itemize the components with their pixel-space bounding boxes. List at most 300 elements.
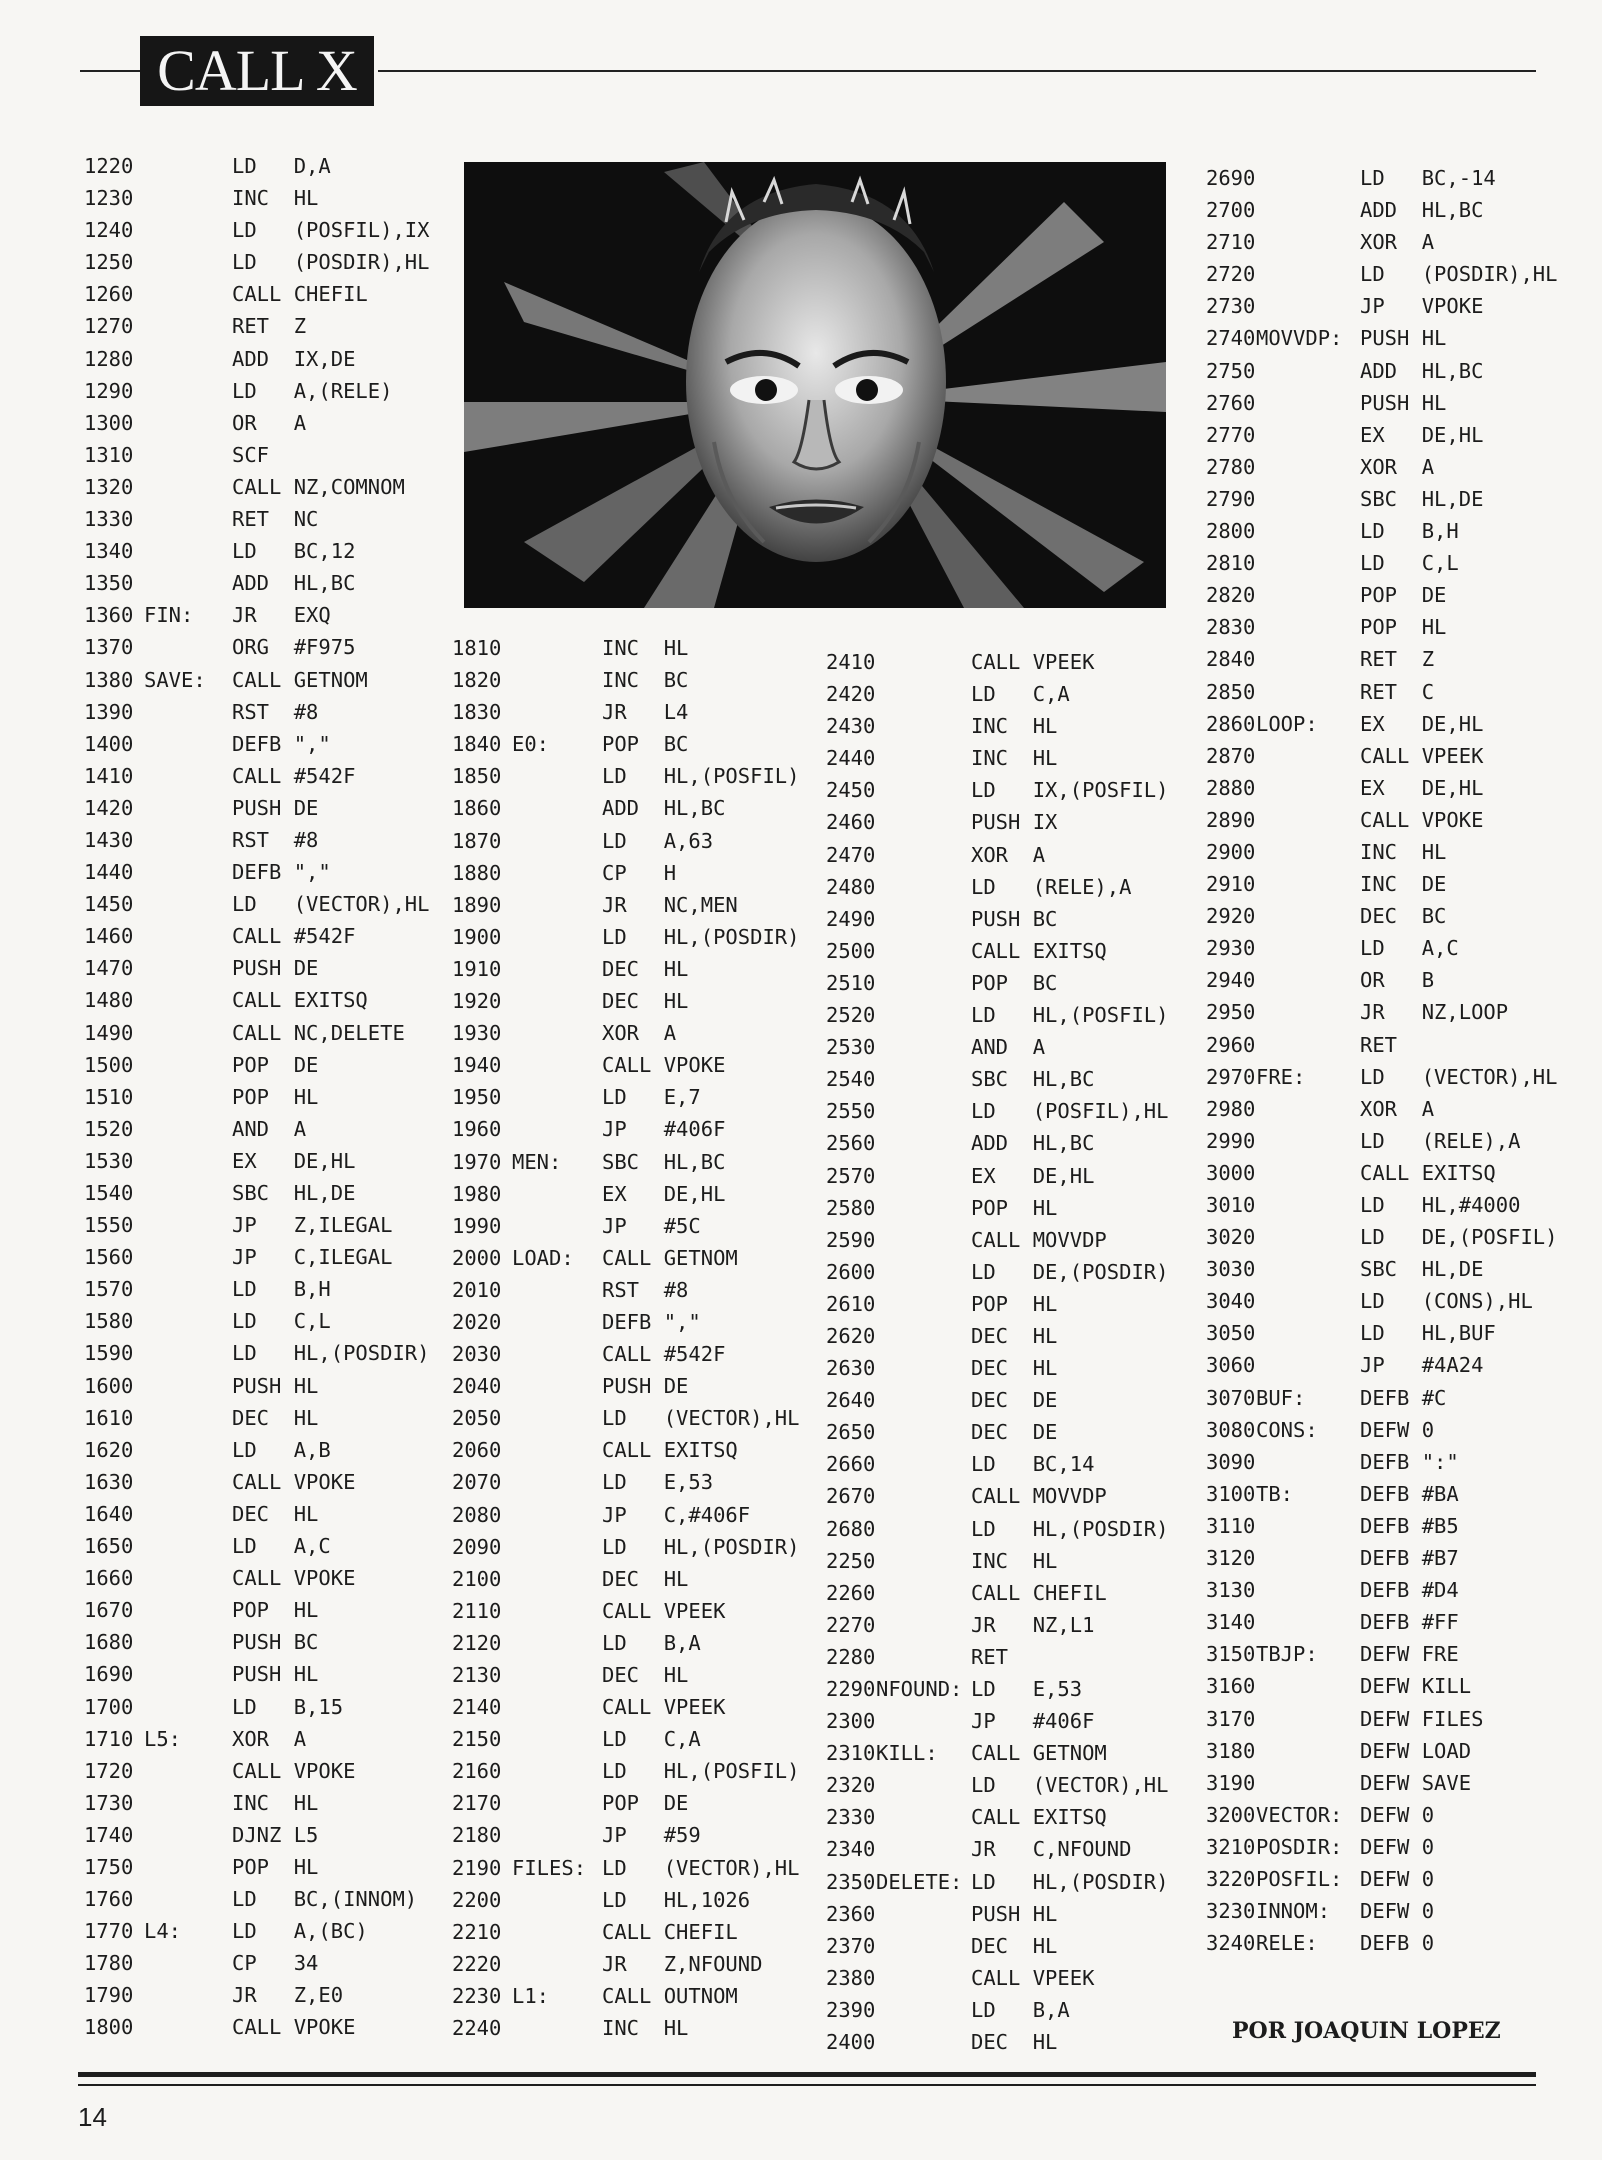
line-number: 1340: [84, 539, 134, 564]
footer-rule-thin: [78, 2084, 1536, 2086]
line-label: [876, 1769, 971, 1801]
line-number: 3230: [1206, 1899, 1256, 1924]
line-number: 2740: [1206, 326, 1256, 351]
code-line: [1206, 194, 1557, 226]
instruction: LD (RELE),A: [971, 874, 1132, 899]
line-number: 1850: [452, 764, 502, 789]
line-label: [512, 632, 602, 664]
line-label: [1256, 1446, 1360, 1478]
code-line: [452, 1049, 799, 1081]
instruction: INC HL: [971, 714, 1058, 739]
code-line: [826, 646, 1168, 678]
instruction: LD (POSDIR),HL: [1360, 262, 1558, 287]
line-label: [512, 696, 602, 728]
line-number: 2390: [826, 1997, 876, 2022]
line-label: [1256, 932, 1360, 964]
code-line: [1206, 996, 1557, 1028]
instruction: INC HL: [1360, 839, 1447, 864]
code-line: [1206, 1863, 1557, 1895]
line-number: 1300: [84, 410, 134, 435]
code-line: [84, 343, 429, 375]
line-number: 2760: [1206, 390, 1256, 415]
code-line: [826, 903, 1168, 935]
code-line: [84, 2011, 429, 2043]
line-number: 1550: [84, 1213, 134, 1238]
line-number: 1960: [452, 1117, 502, 1142]
line-number: 1600: [84, 1373, 134, 1398]
code-line: [826, 1320, 1168, 1352]
instruction: DEFW 0: [1360, 1802, 1435, 1827]
instruction: ADD HL,BC: [971, 1131, 1095, 1156]
code-line: [452, 1755, 799, 1787]
instruction: CALL CHEFIL: [602, 1919, 738, 1944]
code-line: [1206, 483, 1557, 515]
line-number: 2260: [826, 1580, 876, 1605]
line-label: [1256, 547, 1360, 579]
instruction: LD C,A: [971, 682, 1070, 707]
code-line: [84, 888, 429, 920]
line-number: 2640: [826, 1388, 876, 1413]
line-label: VECTOR:: [1256, 1802, 1343, 1827]
instruction: OR A: [232, 410, 307, 435]
code-line: [84, 246, 429, 278]
instruction: EX DE,HL: [232, 1148, 356, 1173]
instruction: CP H: [602, 860, 677, 885]
line-label: [144, 1081, 232, 1113]
code-line: [84, 1337, 429, 1369]
line-number: 1860: [452, 796, 502, 821]
line-label: [512, 1338, 602, 1370]
line-label: [512, 1274, 602, 1306]
line-number: 2360: [826, 1901, 876, 1926]
code-line: [452, 1659, 799, 1691]
line-number: 1290: [84, 378, 134, 403]
line-number: 1420: [84, 795, 134, 820]
line-label: [144, 1594, 232, 1626]
line-label: [512, 1627, 602, 1659]
line-label: INNOM:: [1256, 1899, 1331, 1924]
line-number: 2200: [452, 1887, 502, 1912]
code-line: [452, 1787, 799, 1819]
code-line: [1206, 1606, 1557, 1638]
line-number: 1830: [452, 700, 502, 725]
line-number: 1440: [84, 860, 134, 885]
code-line: [1206, 740, 1557, 772]
instruction: LD HL,(POSDIR): [602, 924, 800, 949]
instruction: LD (POSDIR),HL: [232, 250, 430, 275]
code-line: [84, 1305, 429, 1337]
line-label: [144, 792, 232, 824]
code-line: [826, 1866, 1168, 1898]
line-label: [876, 1448, 971, 1480]
code-line: [84, 1402, 429, 1434]
code-line: [452, 696, 799, 728]
line-number: 1460: [84, 924, 134, 949]
code-line: [84, 1498, 429, 1530]
line-number: 2440: [826, 746, 876, 771]
line-number: 1710: [84, 1726, 134, 1751]
line-label: [144, 1658, 232, 1690]
line-label: [876, 935, 971, 967]
line-label: CONS:: [1256, 1417, 1318, 1442]
line-number: 1890: [452, 892, 502, 917]
code-line: [826, 1673, 1168, 1705]
line-number: 2930: [1206, 936, 1256, 961]
code-line: [452, 1402, 799, 1434]
instruction: AND A: [232, 1116, 307, 1141]
line-number: 2370: [826, 1933, 876, 1958]
instruction: DEC HL: [602, 1663, 689, 1687]
instruction: RET NC: [232, 507, 319, 532]
line-number: 1810: [452, 636, 502, 660]
instruction: ADD IX,DE: [232, 346, 356, 371]
code-line: [84, 1241, 429, 1273]
code-line: [1206, 226, 1557, 258]
line-number: 2560: [826, 1131, 876, 1156]
line-label: [144, 182, 232, 214]
instruction: JP #406F: [602, 1117, 726, 1142]
line-label: [876, 1577, 971, 1609]
line-label: [144, 567, 232, 599]
code-line: [826, 1801, 1168, 1833]
instruction: SBC HL,DE: [1360, 486, 1484, 511]
instruction: PUSH DE: [232, 795, 319, 820]
code-line: [826, 1962, 1168, 1994]
line-label: [144, 1370, 232, 1402]
line-label: [876, 1192, 971, 1224]
instruction: LD B,15: [232, 1694, 344, 1719]
line-number: 3020: [1206, 1225, 1256, 1250]
code-line: [826, 871, 1168, 903]
code-line: [826, 1448, 1168, 1480]
line-label: [1256, 611, 1360, 643]
code-line: [84, 375, 429, 407]
instruction: DEFB ",": [602, 1309, 701, 1334]
line-label: [512, 985, 602, 1017]
line-number: 3190: [1206, 1770, 1256, 1795]
line-number: 1800: [84, 2015, 134, 2040]
code-line: [84, 1787, 429, 1819]
line-number: 1920: [452, 989, 502, 1014]
line-number: 1430: [84, 827, 134, 852]
code-line: [452, 889, 799, 921]
line-label: [1256, 1189, 1360, 1221]
line-label: FRE:: [1256, 1064, 1306, 1089]
code-line: [826, 1352, 1168, 1384]
line-number: 3150: [1206, 1642, 1256, 1667]
line-label: [1256, 387, 1360, 419]
line-number: 2430: [826, 714, 876, 739]
code-line: [1206, 1446, 1557, 1478]
line-label: [1256, 419, 1360, 451]
code-line: [84, 1979, 429, 2011]
code-line: [84, 310, 429, 342]
line-label: [1256, 740, 1360, 772]
line-number: 2710: [1206, 230, 1256, 255]
instruction: CALL VPEEK: [602, 1598, 726, 1623]
line-label: [144, 1979, 232, 2011]
line-label: [1256, 194, 1360, 226]
line-label: RELE:: [1256, 1931, 1318, 1956]
code-line: [826, 1833, 1168, 1865]
line-label: [512, 792, 602, 824]
line-number: 1790: [84, 1983, 134, 2008]
code-line: [452, 1242, 799, 1274]
line-label: [512, 1370, 602, 1402]
code-line: [1206, 804, 1557, 836]
line-label: KILL:: [876, 1741, 938, 1766]
code-line: [826, 1480, 1168, 1512]
line-number: 1950: [452, 1085, 502, 1110]
instruction: DEFB ",": [232, 731, 331, 756]
line-number: 1360: [84, 603, 134, 628]
line-number: 2520: [826, 1003, 876, 1028]
instruction: JP C,#406F: [602, 1502, 751, 1527]
code-line: [1206, 676, 1557, 708]
line-number: 1560: [84, 1245, 134, 1270]
code-line: [826, 935, 1168, 967]
line-number: 2170: [452, 1791, 502, 1816]
line-label: [144, 888, 232, 920]
line-label: [876, 1545, 971, 1577]
code-line: [452, 1210, 799, 1242]
line-number: 2110: [452, 1598, 502, 1623]
line-label: POSDIR:: [1256, 1834, 1343, 1859]
code-line: [1206, 1414, 1557, 1446]
instruction: DEC HL: [602, 989, 689, 1014]
line-number: 2880: [1206, 775, 1256, 800]
line-label: [876, 1224, 971, 1256]
instruction: DEFB #B5: [1360, 1513, 1459, 1538]
line-number: 2990: [1206, 1128, 1256, 1153]
code-line: [1206, 162, 1557, 194]
line-label: [876, 806, 971, 838]
instruction: LD (CONS),HL: [1360, 1289, 1533, 1314]
line-number: 1570: [84, 1277, 134, 1302]
line-number: 1740: [84, 1822, 134, 1847]
line-number: 1260: [84, 282, 134, 307]
instruction: JR NZ,LOOP: [1360, 1000, 1509, 1025]
line-label: [1256, 772, 1360, 804]
code-line: [826, 1416, 1168, 1448]
line-number: 1390: [84, 699, 134, 724]
line-number: 3160: [1206, 1674, 1256, 1699]
line-number: 1980: [452, 1181, 502, 1206]
instruction: XOR A: [1360, 454, 1435, 479]
line-number: 2340: [826, 1837, 876, 1862]
code-line: [84, 439, 429, 471]
line-label: [144, 1273, 232, 1305]
section-title: CALL X: [140, 36, 374, 106]
code-line: [826, 839, 1168, 871]
line-label: [1256, 836, 1360, 868]
line-number: 2250: [826, 1548, 876, 1573]
instruction: POP HL: [971, 1195, 1058, 1220]
line-label: [512, 1017, 602, 1049]
line-label: [144, 1241, 232, 1273]
code-line: [84, 664, 429, 696]
code-line: [826, 1160, 1168, 1192]
instruction: PUSH DE: [602, 1374, 689, 1399]
code-line: [1206, 1382, 1557, 1414]
code-column-2: [452, 632, 799, 2044]
instruction: LD (VECTOR),HL: [602, 1406, 800, 1431]
line-label: [876, 903, 971, 935]
line-number: 2670: [826, 1484, 876, 1509]
line-label: [144, 1691, 232, 1723]
line-number: 1820: [452, 668, 502, 693]
line-label: [876, 2026, 971, 2058]
line-number: 1660: [84, 1566, 134, 1591]
code-line: [84, 1723, 429, 1755]
line-label: [512, 1434, 602, 1466]
instruction: LD A,(RELE): [232, 378, 393, 403]
line-number: 3030: [1206, 1257, 1256, 1282]
line-number: 2540: [826, 1067, 876, 1092]
line-label: L5:: [144, 1726, 182, 1751]
code-line: [1206, 1061, 1557, 1093]
instruction: INC HL: [232, 1790, 319, 1815]
line-label: [876, 1384, 971, 1416]
line-number: 3110: [1206, 1513, 1256, 1538]
code-line: [84, 1049, 429, 1081]
line-label: [144, 1466, 232, 1498]
instruction: LD (RELE),A: [1360, 1128, 1521, 1153]
line-number: 2210: [452, 1919, 502, 1944]
line-label: [876, 774, 971, 806]
line-number: 1610: [84, 1405, 134, 1430]
line-label: [1256, 996, 1360, 1028]
line-label: NFOUND:: [876, 1677, 963, 1701]
line-label: E0:: [512, 732, 550, 757]
line-label: [144, 1626, 232, 1658]
instruction: DEFB #FF: [1360, 1610, 1459, 1635]
instruction: CALL EXITSQ: [602, 1438, 738, 1463]
line-number: 1840: [452, 732, 502, 757]
line-label: [1256, 868, 1360, 900]
line-label: [144, 1017, 232, 1049]
line-label: [876, 1063, 971, 1095]
line-number: 2090: [452, 1534, 502, 1559]
line-label: [144, 1530, 232, 1562]
code-line: [84, 728, 429, 760]
code-line: [1206, 1221, 1557, 1253]
instruction: LD C,A: [602, 1727, 701, 1752]
line-label: [1256, 1029, 1360, 1061]
code-line: [452, 792, 799, 824]
code-line: [1206, 1703, 1557, 1735]
line-label: [876, 1705, 971, 1737]
line-number: 1330: [84, 507, 134, 532]
line-number: 1720: [84, 1758, 134, 1783]
code-line: [452, 1852, 799, 1884]
code-line: [826, 1063, 1168, 1095]
instruction: DEC HL: [971, 1356, 1058, 1381]
line-number: 2860: [1206, 711, 1256, 736]
line-label: [1256, 1542, 1360, 1574]
code-line: [84, 567, 429, 599]
instruction: POP HL: [232, 1598, 319, 1623]
line-number: 1750: [84, 1854, 134, 1879]
instruction: LD (VECTOR),HL: [971, 1773, 1169, 1798]
line-label: [512, 1466, 602, 1498]
line-label: [144, 1755, 232, 1787]
instruction: LD (VECTOR),HL: [1360, 1064, 1558, 1089]
instruction: XOR A: [1360, 230, 1435, 255]
line-label: [144, 1145, 232, 1177]
instruction: DJNZ L5: [232, 1822, 319, 1847]
code-line: [452, 985, 799, 1017]
instruction: LD (VECTOR),HL: [602, 1855, 800, 1880]
instruction: INC HL: [232, 186, 319, 211]
line-number: 2280: [826, 1644, 876, 1669]
code-line: [452, 953, 799, 985]
line-number: 2850: [1206, 679, 1256, 704]
instruction: PUSH BC: [232, 1630, 319, 1655]
line-label: [144, 246, 232, 278]
line-number: 2870: [1206, 743, 1256, 768]
line-number: 1780: [84, 1951, 134, 1976]
line-label: [144, 535, 232, 567]
code-line: [826, 1769, 1168, 1801]
instruction: ORG #F975: [232, 635, 356, 660]
line-number: 1490: [84, 1020, 134, 1045]
code-line: [452, 632, 799, 664]
code-line: [452, 921, 799, 953]
line-label: [512, 921, 602, 953]
instruction: PUSH HL: [232, 1662, 319, 1687]
code-line: [84, 1273, 429, 1305]
line-number: 3090: [1206, 1449, 1256, 1474]
line-label: [512, 760, 602, 792]
line-number: 3050: [1206, 1321, 1256, 1346]
line-number: 1580: [84, 1309, 134, 1334]
line-label: [1256, 964, 1360, 996]
instruction: DEFW FILES: [1360, 1706, 1484, 1731]
instruction: DEFW 0: [1360, 1834, 1435, 1859]
code-line: [826, 1384, 1168, 1416]
instruction: LD B,H: [232, 1277, 331, 1302]
line-label: [144, 2011, 232, 2043]
line-number: 3080: [1206, 1417, 1256, 1442]
instruction: LD A,C: [1360, 936, 1459, 961]
instruction: RST #8: [232, 699, 319, 724]
code-line: [84, 792, 429, 824]
instruction: DEC DE: [971, 1420, 1058, 1445]
code-line: [1206, 1767, 1557, 1799]
face-illustration: [464, 162, 1166, 608]
instruction: DEC HL: [232, 1405, 319, 1430]
code-line: [452, 857, 799, 889]
line-label: [144, 631, 232, 663]
code-line: [1206, 387, 1557, 419]
instruction: SBC HL,BC: [971, 1067, 1095, 1092]
line-label: [512, 1210, 602, 1242]
code-line: [826, 1127, 1168, 1159]
code-line: [452, 728, 799, 760]
line-label: [1256, 226, 1360, 258]
line-label: DELETE:: [876, 1869, 963, 1894]
code-line: [84, 1081, 429, 1113]
code-line: [1206, 290, 1557, 322]
code-line: [1206, 1895, 1557, 1927]
line-label: SAVE:: [144, 667, 206, 692]
instruction: DEFW 0: [1360, 1866, 1435, 1891]
code-line: [452, 1723, 799, 1755]
line-label: [512, 1819, 602, 1851]
instruction: DEFB #BA: [1360, 1481, 1459, 1506]
code-column-3: [826, 646, 1168, 2058]
